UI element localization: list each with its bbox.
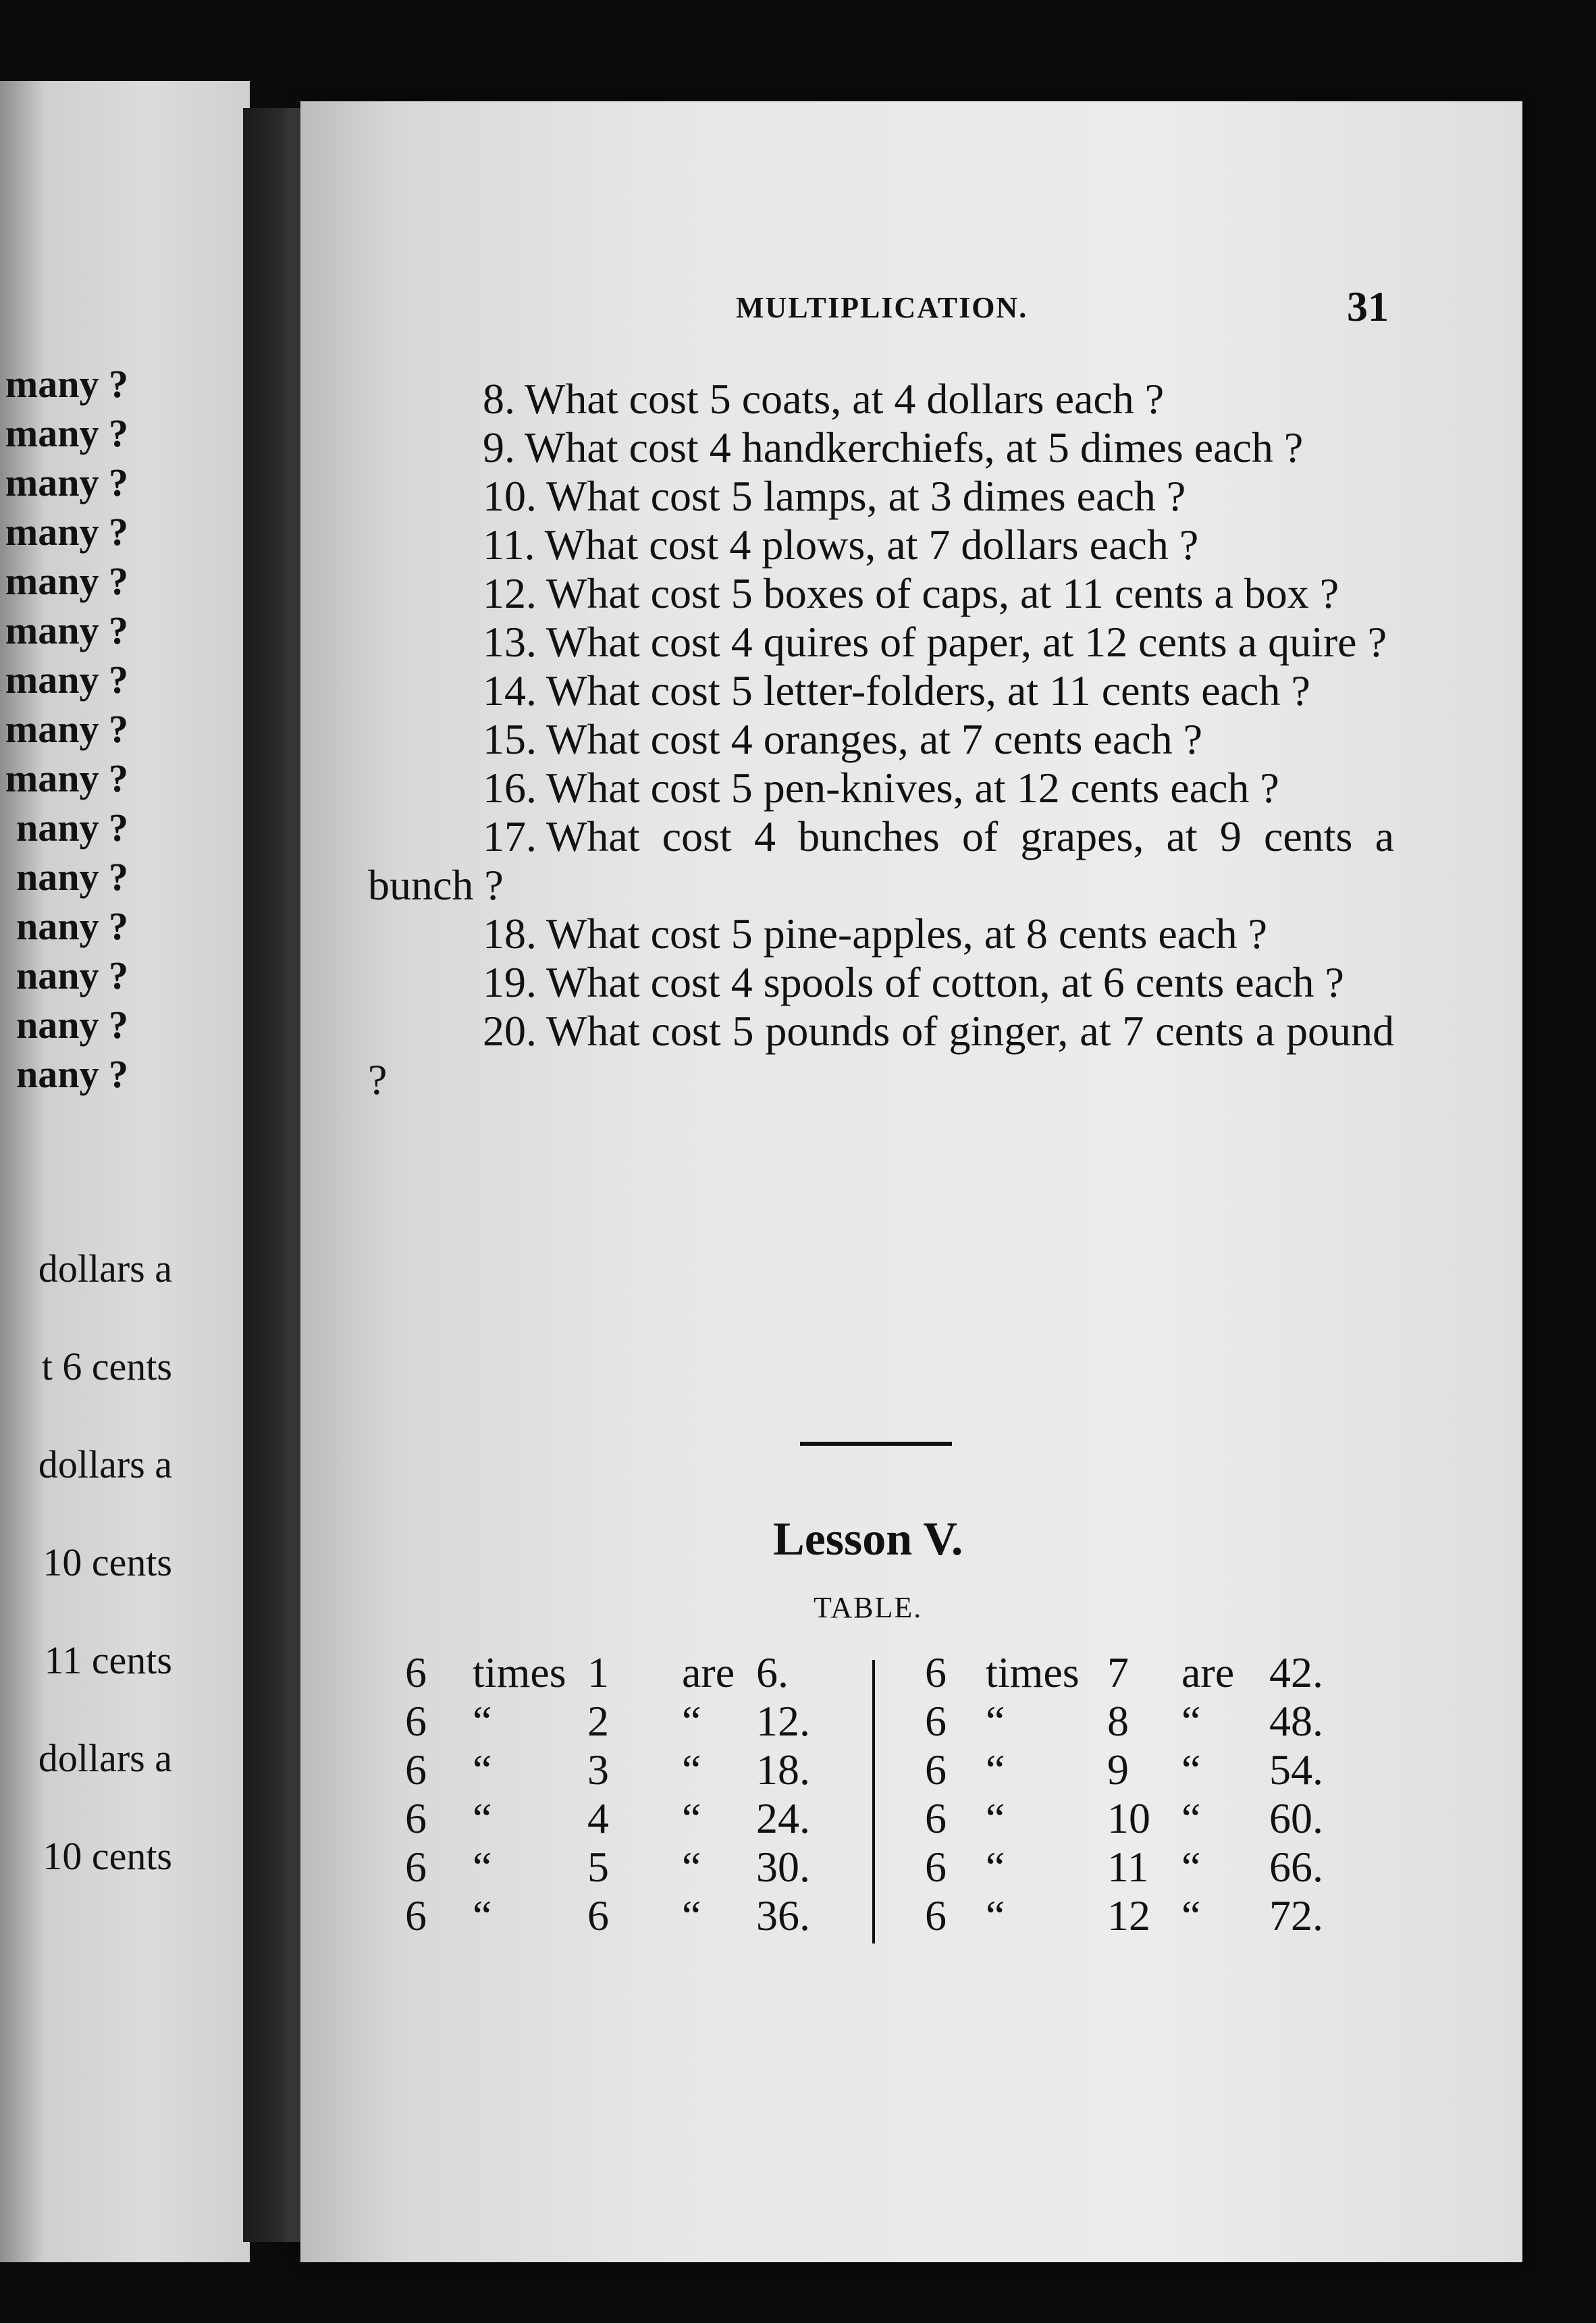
table-cell-product: 30. [756,1843,810,1891]
table-cell-times-word: “ [986,1794,1005,1842]
table-divider [872,1660,875,1943]
table-cell-multiplicand: 6 [925,1891,947,1939]
table-cell-multiplicand: 6 [405,1891,427,1939]
table-cell-multiplicand: 6 [925,1697,947,1745]
table-cell-are-word: “ [682,1697,701,1745]
exercise-text: What cost 5 pen-knives, at 12 cents each ? [546,764,1279,812]
left-answer-fragment: 11 cents [44,1638,172,1682]
left-question-fragment: nany ? [16,1052,128,1096]
table-cell-multiplicand: 6 [925,1746,947,1794]
left-answer-fragment: t 6 cents [41,1345,172,1388]
table-cell-times-word: “ [473,1891,492,1939]
exercise-item [368,423,1394,472]
table-cell-are-word: “ [1181,1746,1201,1794]
exercise-item [368,910,1394,958]
exercise-item [368,1007,1394,1104]
exercise-text: What cost 4 bunches of grapes, at 9 cents a bunch ? [368,812,1394,909]
lesson-title: Lesson V. [773,1513,963,1565]
exercise-item [368,958,1394,1007]
exercise-list [368,375,1394,1104]
left-question-fragment: many ? [5,707,128,751]
left-answer-fragment: 10 cents [43,1540,172,1584]
table-cell-multiplicand: 6 [405,1843,427,1891]
table-cell-product: 42. [1269,1648,1323,1696]
section-rule [800,1442,952,1446]
exercise-item [368,715,1394,764]
table-cell-multiplier: 11 [1107,1843,1149,1891]
exercise-text: What cost 4 spools of cotton, at 6 cents each ? [546,958,1344,1006]
table-cell-are-word: “ [1181,1794,1201,1842]
table-cell-times-word: “ [473,1697,492,1745]
left-answer-fragment: dollars a [38,1736,172,1780]
table-cell-are-word: “ [1181,1697,1201,1745]
exercise-item [368,667,1394,715]
exercise-item [368,812,1394,910]
exercise-number: 8. [483,375,515,423]
left-question-fragment: many ? [5,510,128,554]
exercise-number: 12. [483,569,537,617]
exercise-text: What cost 5 boxes of caps, at 11 cents a box ? [546,569,1339,617]
exercise-number: 17. [483,812,537,860]
exercise-text: What cost 4 oranges, at 7 cents each ? [546,715,1203,763]
exercise-text: What cost 5 pine-apples, at 8 cents each ? [546,910,1267,958]
exercise-number: 10. [483,472,537,520]
left-question-fragment: many ? [5,756,128,800]
exercise-item [368,375,1394,423]
table-cell-product: 18. [756,1746,810,1794]
table-cell-multiplicand: 6 [405,1697,427,1745]
left-question-fragment: nany ? [16,855,128,899]
table-cell-times-word: “ [986,1746,1005,1794]
table-cell-product: 72. [1269,1891,1323,1939]
table-cell-product: 6. [756,1648,789,1696]
left-answer-fragment: 10 cents [43,1834,172,1878]
table-cell-multiplier: 6 [587,1891,609,1939]
table-cell-are-word: “ [682,1843,701,1891]
table-cell-product: 48. [1269,1697,1323,1745]
left-question-fragment: nany ? [16,904,128,948]
table-cell-multiplier: 2 [587,1697,609,1745]
table-cell-multiplicand: 6 [405,1648,427,1696]
table-cell-product: 36. [756,1891,810,1939]
table-cell-multiplicand: 6 [405,1746,427,1794]
exercise-item [368,521,1394,569]
table-cell-times-word: “ [986,1843,1005,1891]
exercise-text: What cost 4 quires of paper, at 12 cents a quire ? [546,618,1387,666]
table-cell-multiplier: 7 [1107,1648,1129,1696]
left-answer-fragment: dollars a [38,1247,172,1290]
table-cell-multiplier: 10 [1107,1794,1150,1842]
table-cell-multiplier: 12 [1107,1891,1150,1939]
page-number: 31 [1347,284,1389,330]
exercise-text: What cost 5 lamps, at 3 dimes each ? [546,472,1186,520]
left-question-fragment: many ? [5,559,128,603]
table-cell-are-word: “ [682,1794,701,1842]
exercise-number: 13. [483,618,537,666]
exercise-number: 11. [483,521,535,569]
exercise-number: 9. [483,423,515,471]
table-cell-product: 12. [756,1697,810,1745]
table-cell-are-word: are [1181,1648,1235,1696]
exercise-text: What cost 4 handkerchiefs, at 5 dimes each ? [525,423,1304,471]
table-cell-multiplicand: 6 [925,1794,947,1842]
left-question-fragment: many ? [5,658,128,702]
table-cell-multiplicand: 6 [405,1794,427,1842]
exercise-number: 16. [483,764,537,812]
table-cell-multiplier: 9 [1107,1746,1129,1794]
exercise-number: 18. [483,910,537,958]
table-cell-times-word: “ [473,1843,492,1891]
left-question-fragment: nany ? [16,806,128,850]
table-cell-product: 54. [1269,1746,1323,1794]
table-cell-product: 24. [756,1794,810,1842]
table-cell-multiplier: 5 [587,1843,609,1891]
table-cell-are-word: are [682,1648,735,1696]
table-cell-are-word: “ [1181,1843,1201,1891]
left-question-fragment: many ? [5,362,128,406]
table-cell-multiplier: 3 [587,1746,609,1794]
table-cell-multiplier: 8 [1107,1697,1129,1745]
table-cell-times-word: times [473,1648,566,1696]
left-answer-fragment: dollars a [38,1442,172,1486]
exercise-number: 20. [483,1007,537,1055]
running-head: MULTIPLICATION. [736,291,1028,324]
exercise-item [368,618,1394,667]
table-cell-product: 66. [1269,1843,1323,1891]
table-cell-multiplicand: 6 [925,1843,947,1891]
exercise-text: What cost 5 pounds of ginger, at 7 cents a pound ? [368,1007,1394,1103]
left-question-fragment: nany ? [16,954,128,997]
table-cell-times-word: times [986,1648,1080,1696]
table-cell-times-word: “ [473,1794,492,1842]
exercise-text: What cost 5 letter-folders, at 11 cents each ? [546,667,1310,714]
left-question-fragment: many ? [5,461,128,504]
exercise-item [368,764,1394,812]
book-spine-shadow [243,108,304,2242]
left-page-fragment [0,81,250,2262]
table-cell-are-word: “ [682,1891,701,1939]
table-cell-multiplicand: 6 [925,1648,947,1696]
table-cell-product: 60. [1269,1794,1323,1842]
table-cell-times-word: “ [986,1891,1005,1939]
exercise-number: 15. [483,715,537,763]
left-question-fragment: many ? [5,411,128,455]
table-cell-times-word: “ [986,1697,1005,1745]
exercise-item [368,472,1394,521]
exercise-item [368,569,1394,618]
left-question-fragment: many ? [5,608,128,652]
left-question-fragment: nany ? [16,1003,128,1047]
exercise-number: 14. [483,667,537,714]
table-cell-multiplier: 4 [587,1794,609,1842]
exercise-text: What cost 5 coats, at 4 dollars each ? [525,375,1165,423]
exercise-text: What cost 4 plows, at 7 dollars each ? [544,521,1199,569]
table-cell-multiplier: 1 [587,1648,609,1696]
table-cell-times-word: “ [473,1746,492,1794]
table-cell-are-word: “ [682,1746,701,1794]
exercise-number: 19. [483,958,537,1006]
table-cell-are-word: “ [1181,1891,1201,1939]
table-label: TABLE. [814,1591,923,1624]
